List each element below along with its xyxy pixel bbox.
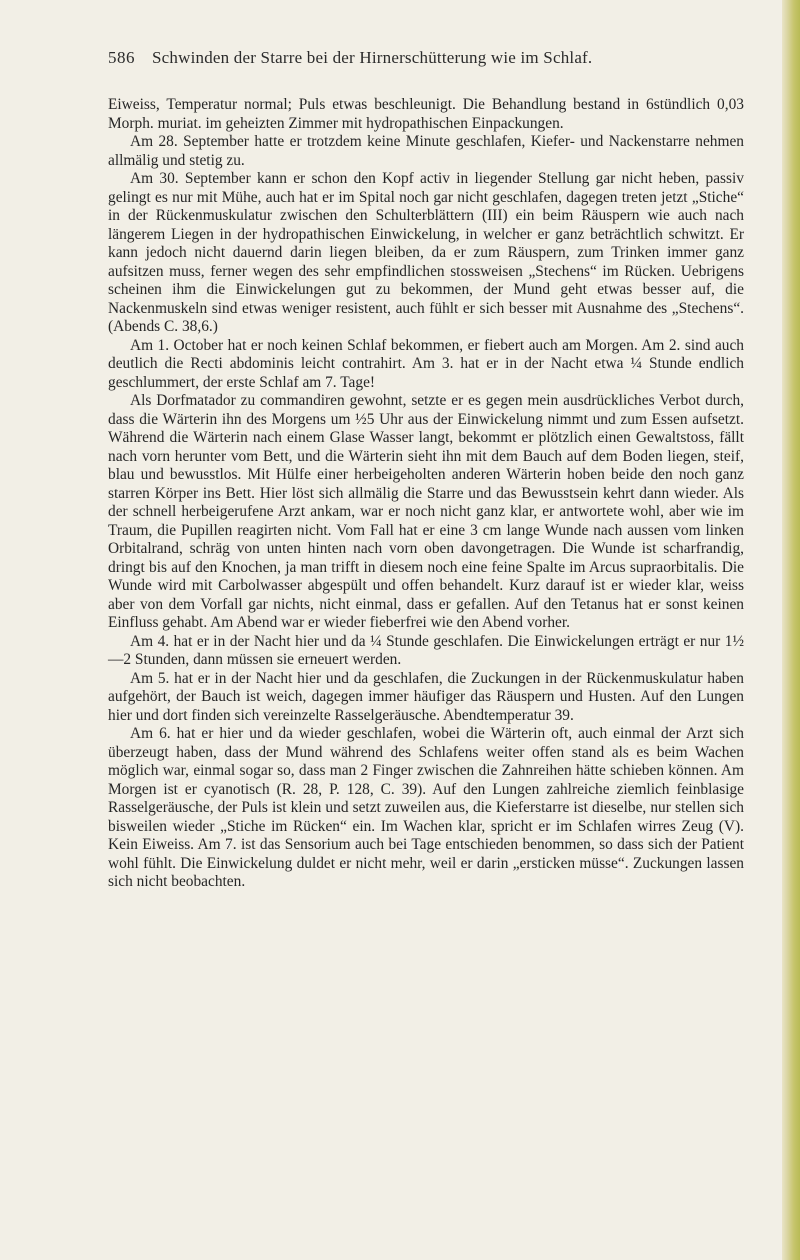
running-title: Schwinden der Starre bei der Hirnerschütterung wie im Schlaf.	[152, 48, 593, 67]
page-edge	[782, 0, 800, 1260]
paragraph: Als Dorfmatador zu commandiren gewohnt, setzte er es gegen mein ausdrückliches Verbot durch, dass die Wärterin ihn des Morgens um ½5 Uhr aus der Einwickelung nimmt und zum Essen aufsetzt. Während die Wärterin nach einem Glase Wasser langt, bekommt er plötzlich einen Gewaltstoss, fällt nach vorn herunter vom Bett, und die Wärterin sieht ihn mit dem Bauch auf dem Boden liegen, steif, blau und bewusstlos. Mit Hülfe einer herbeigeholten anderen Wärterin hoben beide den noch ganz starren Körper ins Bett. Hier löst sich allmälig die Starre und das Bewusstsein kehrt dann wieder. Als der schnell herbeigerufene Arzt ankam, war er noch nicht ganz klar, er antwortete wohl, aber wie im Traum, die Pupillen reagirten nicht. Vom Fall hat er eine 3 cm lange Wunde nach aussen vom linken Orbitalrand, schräg von unten hinten nach vorn oben davongetragen. Die Wunde ist scharfrandig, dringt bis auf den Knochen, ja man trifft in diesem noch eine feine Spalte im Arcus supraorbitalis. Die Wunde wird mit Carbolwasser abgespült und offen behandelt. Kurz darauf ist er wieder klar, weiss aber von dem Vorfall gar nichts, nicht einmal, dass er gefallen. Auf den Tetanus hat er sonst keinen Einfluss gehabt. Am Abend war er wieder fieberfrei wie den Abend vorher.	[108, 392, 744, 631]
paragraph: Eiweiss, Temperatur normal; Puls etwas beschleunigt. Die Behandlung bestand in 6stündlich 0,03 Morph. muriat. im geheizten Zimmer mit hydropathischen Einpackungen.	[108, 96, 744, 132]
page-number: 586	[108, 48, 135, 67]
page-header	[108, 48, 748, 70]
paragraph: Am 1. October hat er noch keinen Schlaf bekommen, er fiebert auch am Morgen. Am 2. sind auch deutlich die Recti abdominis leicht contrahirt. Am 3. hat er in der Nacht etwa ¼ Stunde endlich geschlummert, der erste Schlaf am 7. Tage!	[108, 336, 744, 391]
paragraph: Am 28. September hatte er trotzdem keine Minute geschlafen, Kiefer- und Nackenstarre nehmen allmälig und stetig zu.	[108, 133, 744, 169]
paragraph: Am 5. hat er in der Nacht hier und da geschlafen, die Zuckungen in der Rückenmuskulatur haben aufgehört, der Bauch ist weich, dagegen immer häufiger das Räuspern und Husten. Auf den Lungen hier und dort finden sich vereinzelte Rasselgeräusche. Abendtemperatur 39.	[108, 669, 744, 724]
paragraph: Am 30. September kann er schon den Kopf activ in liegender Stellung gar nicht heben, passiv gelingt es nur mit Mühe, auch hat er im Spital noch gar nicht geschlafen, dagegen treten jetzt „Stiche“ in der Rückenmuskulatur zwischen den Schulterblättern (III) ein beim Räuspern wie auch nach längerem Liegen in der hydropathischen Einwickelung, in welcher er ganz beträchtlich schwitzt. Er kann jedoch nicht dauernd darin liegen bleiben, da er zum Räuspern, zum Trinken immer ganz aufsitzen muss, ferner wegen des sehr empfindlichen stossweisen „Stechens“ im Rücken. Uebrigens scheinen ihm die Einwickelungen gut zu bekommen, der Mund geht etwas besser auf, die Nackenmuskeln sind etwas weniger resistent, auch fühlt er sich besser mit Ausnahme des „Stechens“. (Abends C. 38,6.)	[108, 170, 744, 335]
body-text	[108, 96, 744, 892]
paragraph: Am 4. hat er in der Nacht hier und da ¼ Stunde geschlafen. Die Einwickelungen erträgt er nur 1½—2 Stunden, dann müssen sie erneuert werden.	[108, 632, 744, 668]
paragraph: Am 6. hat er hier und da wieder geschlafen, wobei die Wärterin oft, auch einmal der Arzt sich überzeugt haben, dass der Mund während des Schlafens weiter offen stand als es beim Wachen möglich war, einmal sogar so, dass man 2 Finger zwischen die Zahnreihen hätte schieben können. Am Morgen ist er cyanotisch (R. 28, P. 128, C. 39). Auf den Lungen zahlreiche ziemlich feinblasige Rasselgeräusche, der Puls ist klein und setzt zuweilen aus, die Kieferstarre ist dieselbe, nur stellen sich bisweilen wieder „Stiche im Rücken“ ein. Im Wachen klar, spricht er im Schlafen wirres Zeug (V). Kein Eiweiss. Am 7. ist das Sensorium auch bei Tage entschieden benommen, so dass sich der Patient wohl fühlt. Die Einwickelung duldet er nicht mehr, weil er darin „ersticken müsse“. Zuckungen lassen sich nicht beobachten.	[108, 725, 744, 890]
